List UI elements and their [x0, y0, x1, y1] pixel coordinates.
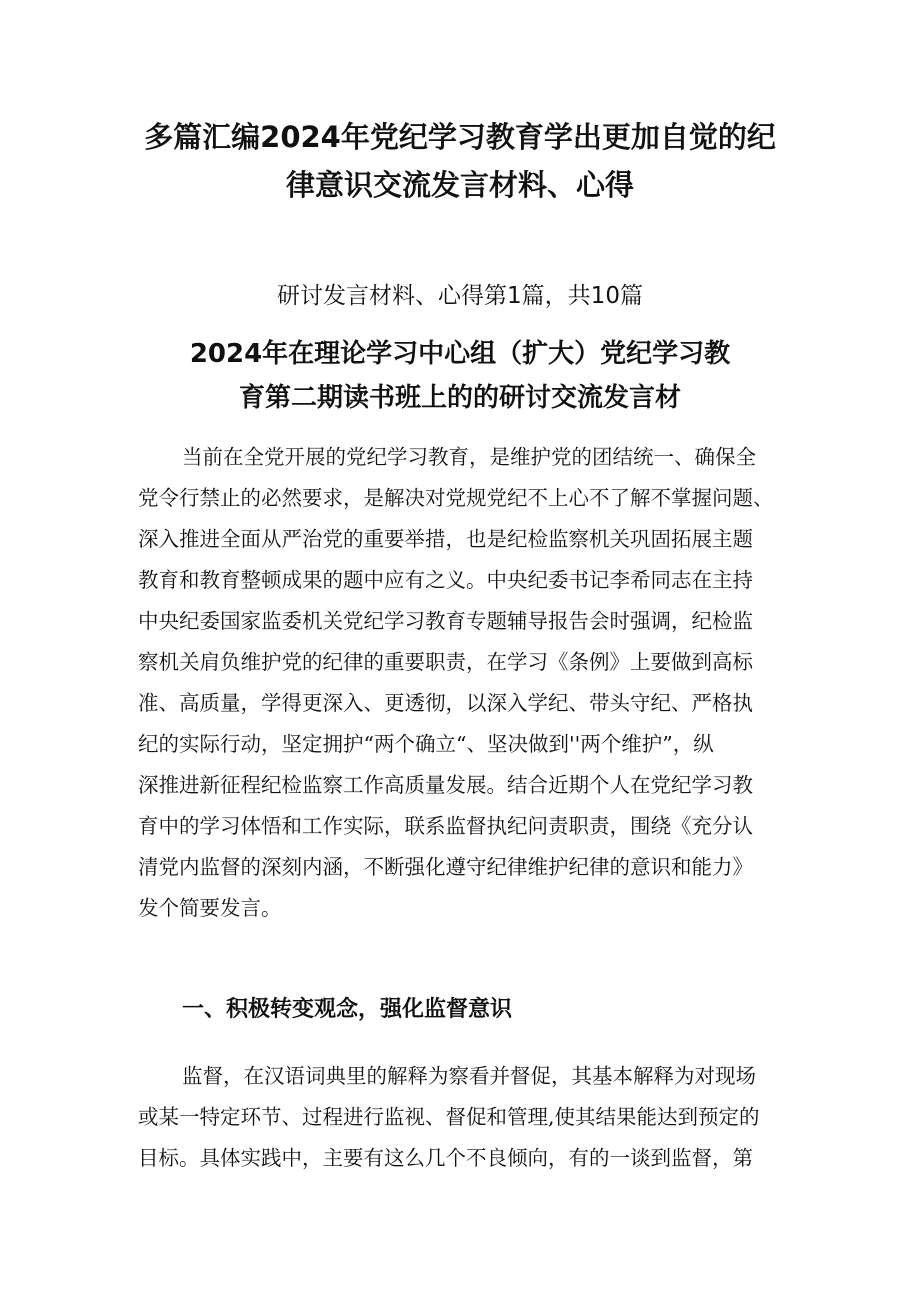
paragraph-line: 党令行禁止的必然要求，是解决对党规党纪不上心不了解不掌握问题、 [138, 486, 774, 510]
paragraph-line: 教育和教育整顿成果的题中应有之义。中央纪委书记李希同志在主持 [138, 568, 753, 592]
main-title-line-1: 多篇汇编2024年党纪学习教育学出更加自觉的纪 [144, 120, 776, 154]
paragraph-line: 深推进新征程纪检监察工作高质量发展。结合近期个人在党纪学习教 [138, 773, 753, 797]
paragraph-line: 目标。具体实践中，主要有这么几个不良倾向，有的一谈到监督，第 [138, 1146, 753, 1170]
paragraph-line: 深入推进全面从严治党的重要举措，也是纪检监察机关巩固拓展主题 [138, 527, 753, 551]
paragraph-line: 准、高质量，学得更深入、更透彻，以深入学纪、带头守纪、严格执 [138, 691, 753, 715]
paragraph-line: 当前在全党开展的党纪学习教育，是维护党的团结统一、确保全 [182, 445, 756, 469]
article-title-line-1: 2024年在理论学习中心组（扩大）党纪学习教 [189, 339, 731, 369]
section-heading: 一、积极转变观念，强化监督意识 [182, 997, 513, 1022]
main-title-line-2: 律意识交流发言材料、心得 [285, 168, 634, 202]
paragraph-line: 中央纪委国家监委机关党纪学习教育专题辅导报告会时强调，纪检监 [138, 609, 753, 633]
paragraph-1 [138, 437, 802, 929]
paragraph-line: 纪的实际行动，坚定拥护“两个确立“、坚决做到''两个维护”，纵 [138, 732, 714, 756]
main-title [90, 113, 830, 209]
subtitle: 研讨发言材料、心得第1篇，共10篇 [277, 283, 643, 309]
paragraph-line: 监督，在汉语词典里的解释为察看并督促，其基本解释为对现场 [182, 1064, 756, 1088]
paragraph-line: 发个简要发言。 [138, 896, 282, 920]
paragraph-line: 育中的学习体悟和工作实际，联系监督执纪问责职责，围绕《充分认 [138, 814, 753, 838]
paragraph-line: 察机关肩负维护党的纪律的重要职责，在学习《条例》上要做到高标 [138, 650, 753, 674]
paragraph-line: 清党内监督的深刻内涵，不断强化遵守纪律维护纪律的意识和能力》 [138, 855, 753, 879]
paragraph-2 [138, 1056, 802, 1179]
article-title [90, 332, 830, 420]
paragraph-line: 或某一特定环节、过程进行监视、督促和管理,使其结果能达到预定的 [138, 1105, 760, 1129]
article-title-line-2: 育第二期读书班上的的研讨交流发言材 [238, 383, 681, 413]
